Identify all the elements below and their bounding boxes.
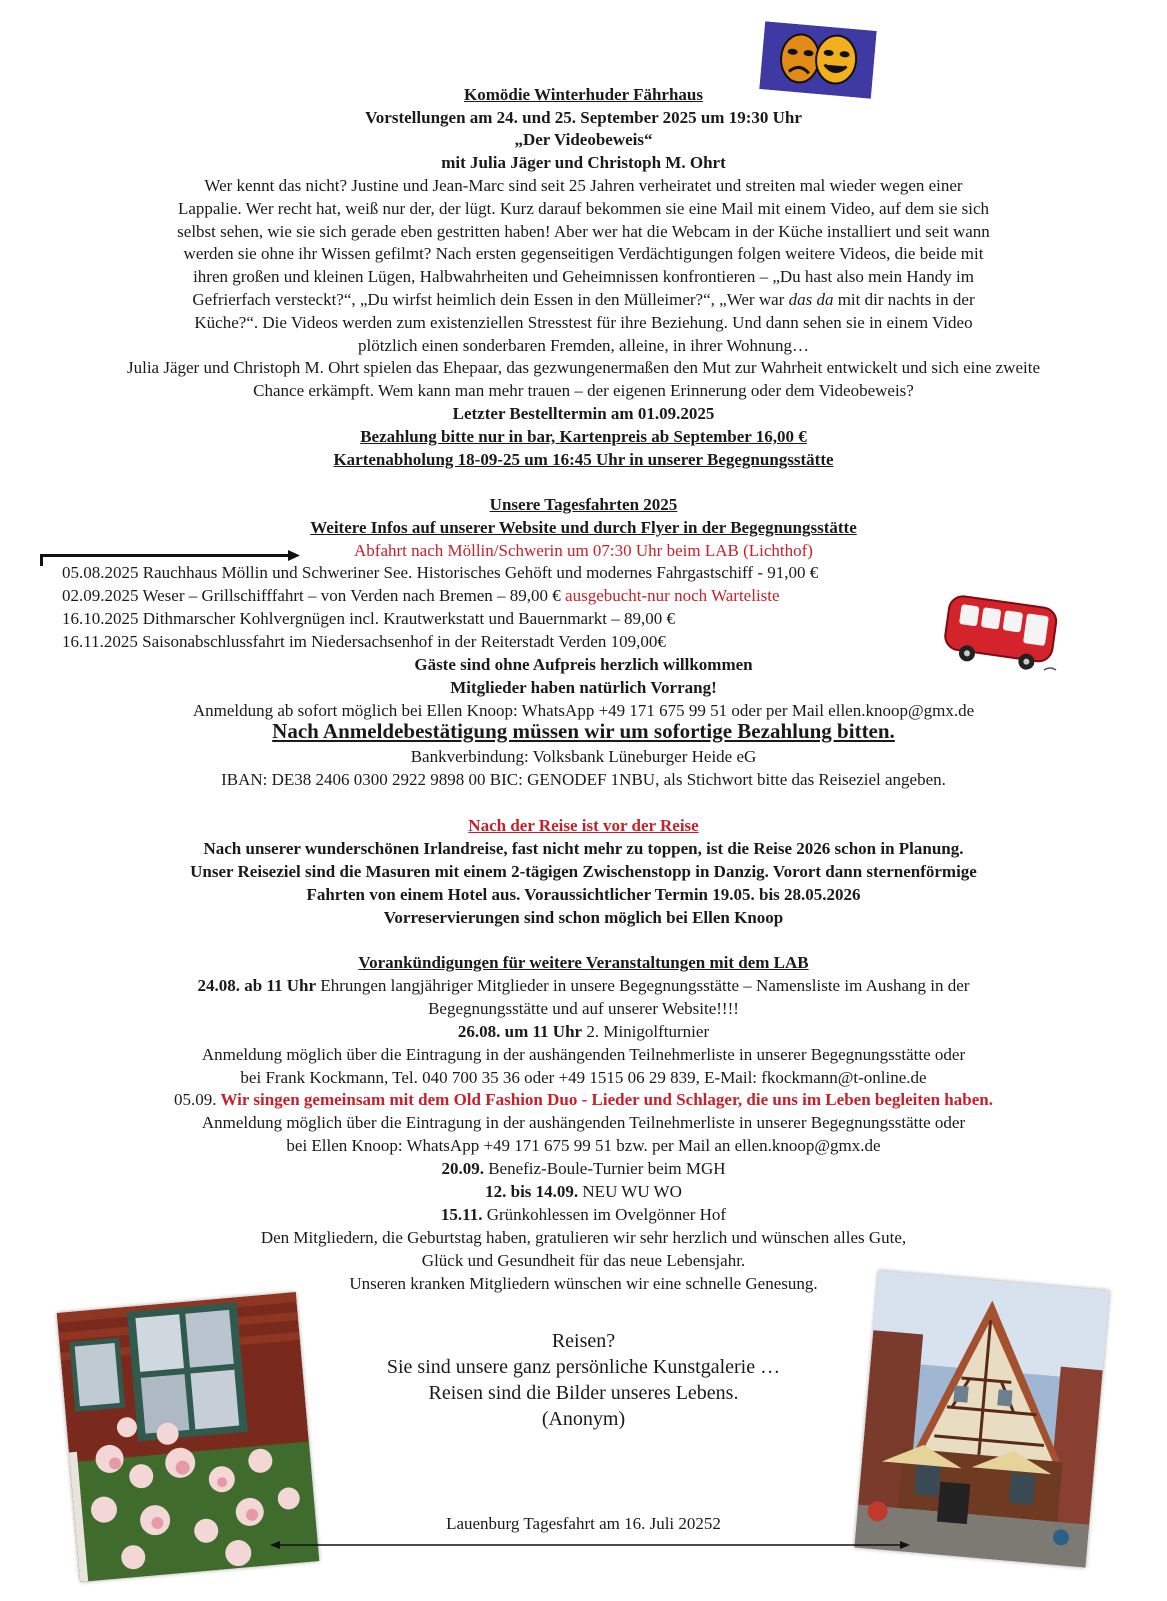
greeting-line: Glück und Gesundheit für das neue Lebensjahr. bbox=[421, 1251, 746, 1270]
event-line: Begegnungsstätte und auf unserer Website!!!! bbox=[428, 999, 739, 1018]
greeting-line: Unseren kranken Mitgliedern wünschen wir eine schnelle Genesung. bbox=[349, 1274, 818, 1293]
bank-iban: IBAN: DE38 2406 0300 2922 9898 00 BIC: GENODEF 1NBU, als Stichwort bitte das Reiseziel angeben. bbox=[221, 770, 946, 789]
travel-line: Fahrten von einem Hotel aus. Voraussichtlicher Termin 19.05. bis 28.05.2026 bbox=[306, 885, 861, 904]
play-description-line bbox=[0, 288, 1167, 311]
bank-name: Bankverbindung: Volksbank Lüneburger Heide eG bbox=[410, 747, 757, 766]
event-date: 05.09. bbox=[174, 1090, 217, 1109]
event-date: 26.08. um 11 Uhr bbox=[457, 1022, 583, 1041]
trips-info: Weitere Infos auf unserer Website und durch Flyer in der Begegnungsstätte bbox=[310, 518, 857, 537]
event-line bbox=[0, 1180, 1167, 1203]
event-registration: Anmeldung möglich über die Eintragung in der aushängenden Teilnehmerliste in unserer Begegnungsstätte oder bbox=[201, 1045, 966, 1064]
play-description-line: Wer kennt das nicht? Justine und Jean-Marc sind seit 25 Jahren verheiratet und streiten mal wieder wegen einer bbox=[204, 176, 963, 195]
event-date: 15.11. bbox=[440, 1205, 483, 1224]
event-date: 12. bis 14.09. bbox=[485, 1182, 579, 1201]
trip-item: 16.11.2025 Saisonabschlussfahrt im Niedersachsenhof in der Reiterstadt Verden 109,00€ bbox=[62, 632, 666, 651]
payment-request: Nach Anmeldebestätigung müssen wir um sofortige Bezahlung bitten. bbox=[272, 719, 895, 743]
play-description-line: Julia Jäger und Christoph M. Ohrt spielen das Ehepaar, das gezwungenermaßen den Mut zur Wahrheit entwickelt und sich eine zweite bbox=[126, 358, 1040, 377]
event-registration: bei Frank Kockmann, Tel. 040 700 35 36 oder +49 1515 06 29 839, E-Mail: fkockmann@t-online.de bbox=[240, 1068, 927, 1087]
play-description-line: selbst sehen, wie sie sich gerade eben gestritten haben! Aber wer hat die Webcam in der Küche installiert und seit wann bbox=[177, 222, 990, 241]
greeting-line: Den Mitgliedern, die Geburtstag haben, gratulieren wir sehr herzlich und wünschen alles Gute, bbox=[260, 1228, 907, 1247]
event-text: Wir singen gemeinsam mit dem Old Fashion Duo - Lieder und Schlager, die uns im Leben begleiten haben. bbox=[216, 1090, 993, 1109]
order-deadline: Letzter Bestelltermin am 01.09.2025 bbox=[452, 404, 715, 423]
event-registration: Anmeldung möglich über die Eintragung in der aushängenden Teilnehmerliste in unserer Begegnungsstätte oder bbox=[201, 1113, 966, 1132]
trip-item: 05.08.2025 Rauchhaus Möllin und Schweriner See. Historisches Gehöft und modernes Fahrgastschiff - 91,00 € bbox=[62, 563, 819, 582]
play-description-line: werden sie ohne ihr Wissen gefilmt? Nach ersten gegenseitigen Verdächtigungen folgen weitere Videos, die beide mit bbox=[183, 244, 984, 263]
payment-note: Bezahlung bitte nur in bar, Kartenpreis ab September 16,00 € bbox=[360, 427, 807, 446]
description-emphasis: das da bbox=[788, 290, 834, 309]
travel-line: Unser Reiseziel sind die Masuren mit einem 2-tägigen Zwischenstopp in Danzig. Vorort dann sternenförmige bbox=[190, 862, 977, 881]
trip-item-text: 02.09.2025 Weser – Grillschifffahrt – von Verden nach Bremen – 89,00 € bbox=[62, 586, 561, 605]
connector-line bbox=[270, 1538, 910, 1550]
event-line bbox=[0, 974, 1167, 997]
play-title: „Der Videobeweis“ bbox=[514, 130, 653, 149]
travel-line: Vorreservierungen sind schon möglich bei Ellen Knoop bbox=[383, 908, 784, 927]
description-text: Gefrierfach versteckt?“, „Du wirfst heimlich dein Essen in den Mülleimer?“, „Wer war bbox=[192, 290, 789, 309]
event-date: 24.08. ab 11 Uhr bbox=[197, 976, 317, 995]
guests-note: Gäste sind ohne Aufpreis herzlich willkommen bbox=[414, 655, 753, 674]
trip-item: 16.10.2025 Dithmarscher Kohlvergnügen incl. Krautwerkstatt und Bauernmarkt – 89,00 € bbox=[62, 609, 675, 628]
quote-line: Reisen sind die Bilder unseres Lebens. bbox=[428, 1382, 739, 1404]
ticket-pickup: Kartenabholung 18-09-25 um 16:45 Uhr in unserer Begegnungsstätte bbox=[333, 450, 834, 469]
trip-item bbox=[62, 584, 1062, 607]
trip-registration: Anmeldung ab sofort möglich bei Ellen Knoop: WhatsApp +49 171 675 99 51 oder per Mail ellen.knoop@gmx.de bbox=[192, 701, 975, 720]
event-line bbox=[0, 1088, 1167, 1111]
events-title: Vorankündigungen für weitere Veranstaltungen mit dem LAB bbox=[358, 953, 809, 972]
quote-line: Sie sind unsere ganz persönliche Kunstgalerie … bbox=[386, 1356, 781, 1378]
event-text: Ehrungen langjähriger Mitglieder in unsere Begegnungsstätte – Namensliste im Aushang in der bbox=[316, 976, 970, 995]
event-text: Benefiz-Boule-Turnier beim MGH bbox=[483, 1159, 726, 1178]
description-text: mit dir nachts in der bbox=[833, 290, 975, 309]
event-date: 20.09. bbox=[441, 1159, 484, 1178]
theatre-title: Komödie Winterhuder Fährhaus bbox=[464, 85, 703, 104]
event-line bbox=[0, 1020, 1167, 1043]
travel-title: Nach der Reise ist vor der Reise bbox=[468, 816, 699, 835]
play-description-line: ihren großen und kleinen Lügen, Halbwahrheiten und Geheimnissen konfrontieren – „Du hast also mein Handy im bbox=[193, 267, 974, 286]
play-description-line: Chance erkämpft. Wem kann man mehr trauen – der eigenen Erinnerung oder dem Videobeweis? bbox=[253, 381, 914, 400]
event-registration: bei Ellen Knoop: WhatsApp +49 171 675 99 51 bzw. per Mail an ellen.knoop@gmx.de bbox=[286, 1136, 881, 1155]
play-cast: mit Julia Jäger und Christoph M. Ohrt bbox=[441, 153, 726, 172]
quote-line: Reisen? bbox=[551, 1330, 616, 1352]
photo-caption: Lauenburg Tagesfahrt am 16. Juli 20252 bbox=[446, 1514, 721, 1533]
travel-line: Nach unserer wunderschönen Irlandreise, fast nicht mehr zu toppen, ist die Reise 2026 schon in Planung. bbox=[203, 839, 964, 858]
event-text: 2. Minigolfturnier bbox=[582, 1022, 710, 1041]
quote-author: (Anonym) bbox=[541, 1408, 626, 1430]
event-text: Grünkohlessen im Ovelgönner Hof bbox=[482, 1205, 727, 1224]
play-description-line: Lappalie. Wer recht hat, weiß nur der, der lügt. Kurz darauf bekommen sie eine Mail mit einem Video, auf dem sie sich bbox=[177, 199, 990, 218]
booked-out-note: ausgebucht-nur noch Warteliste bbox=[565, 586, 780, 605]
event-line bbox=[0, 1157, 1167, 1180]
departure-note: Abfahrt nach Möllin/Schwerin um 07:30 Uhr beim LAB (Lichthof) bbox=[354, 541, 813, 560]
play-description-line: plötzlich einen sonderbaren Fremden, alleine, in ihrer Wohnung… bbox=[357, 336, 810, 355]
event-text: NEU WU WO bbox=[578, 1182, 682, 1201]
play-description-line: Küche?“. Die Videos werden zum existenziellen Stresstest für ihre Beziehung. Und dann sehen sie in einem Video bbox=[194, 313, 973, 332]
theatre-dates: Vorstellungen am 24. und 25. September 2025 um 19:30 Uhr bbox=[365, 108, 802, 127]
members-note: Mitglieder haben natürlich Vorrang! bbox=[450, 678, 717, 697]
trips-title: Unsere Tagesfahrten 2025 bbox=[489, 495, 678, 514]
event-line bbox=[0, 1203, 1167, 1226]
